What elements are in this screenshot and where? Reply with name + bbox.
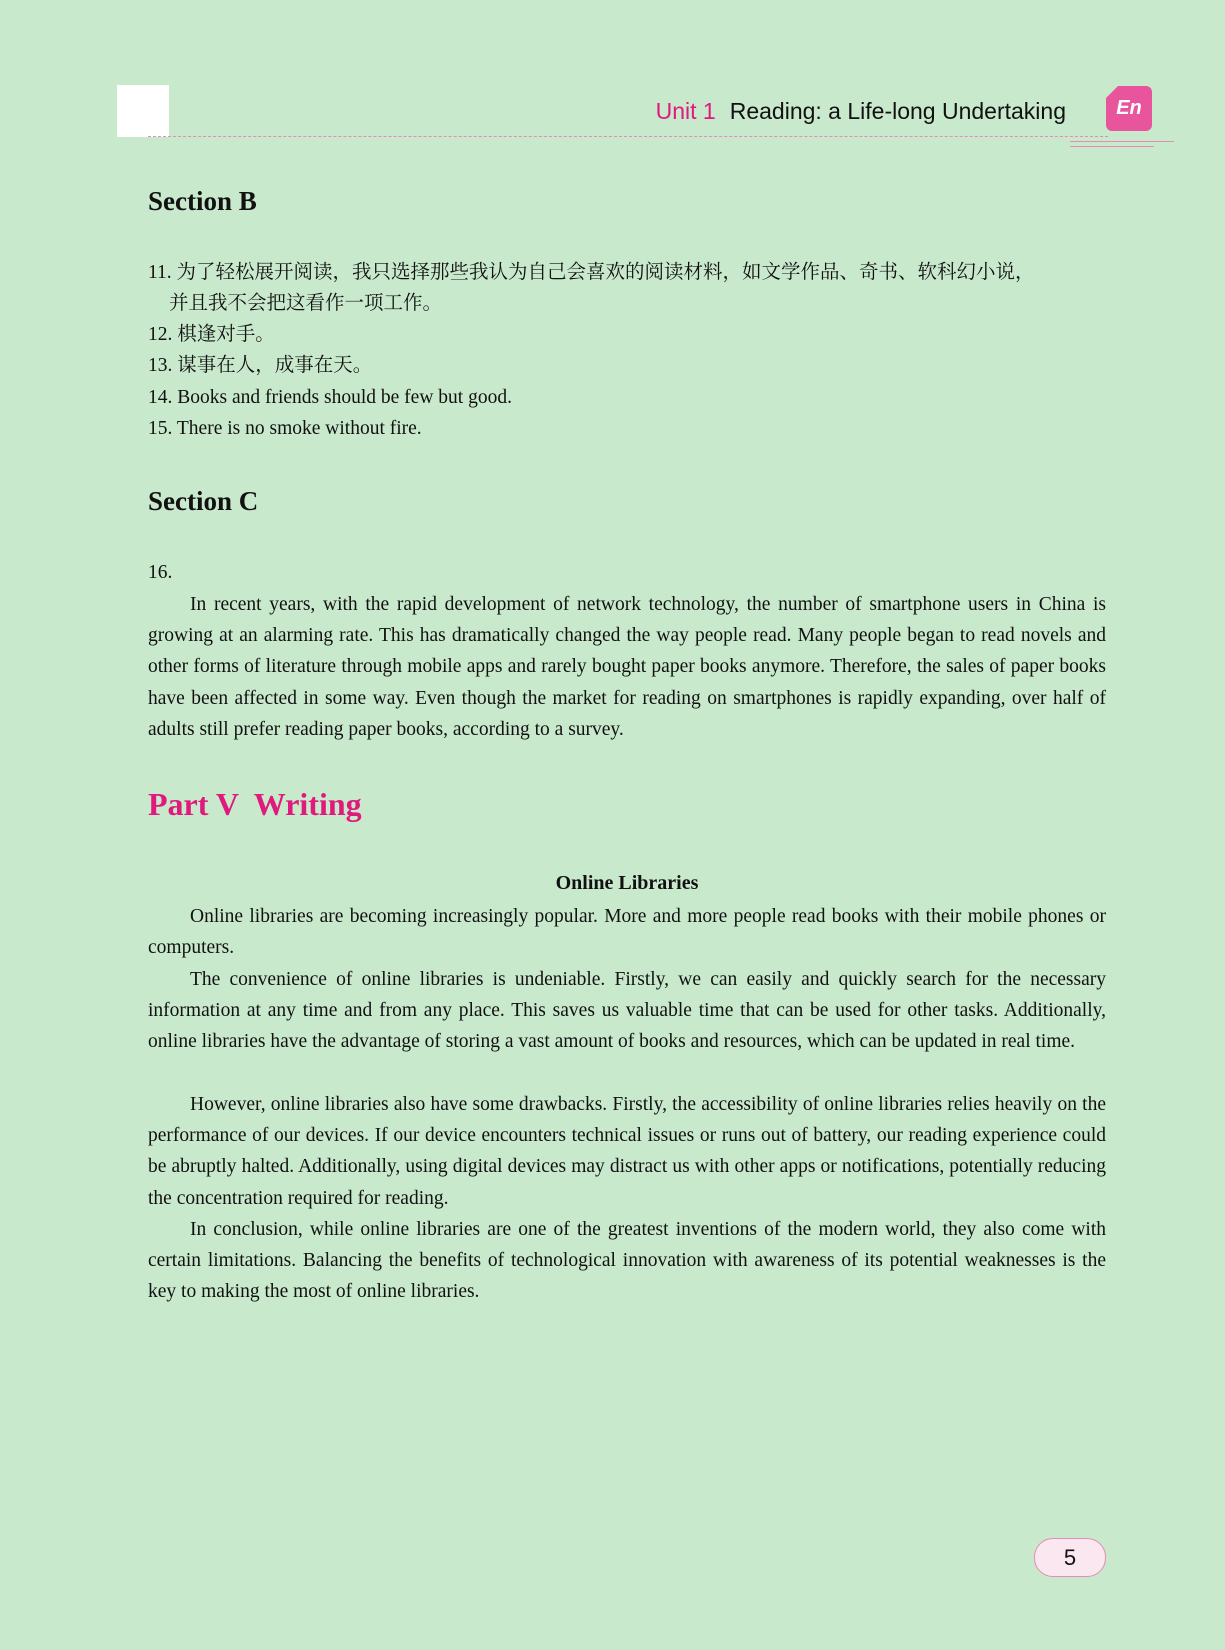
translation-paragraph: In recent years, with the rapid development of network technology, the number of smartphone users in China is growing at an alarming rate. This has dramatically changed the way people read. Many people began to read novels and other forms of literature through mobile apps and rarely bought paper books anymore. Therefore, the sales of paper books have been affected in some way. Even though the market for reading on smartphones is rapidly expanding, over half of adults still prefer reading paper books, according to a survey.	[148, 594, 1106, 740]
page-number-label: 5	[1063, 1544, 1077, 1570]
essay-title: Online Libraries	[555, 872, 699, 894]
essay-paragraph: In conclusion, while online libraries are one of the greatest inventions of the modern world, they also come with certain limitations. Balancing the benefits of technological innovation with awareness of its potential weaknesses is the key to making the most of online libraries.	[148, 1219, 1106, 1303]
header-divider	[148, 136, 1108, 137]
list-item: 11. 为了轻松展开阅读，我只选择那些我认为自己会喜欢的阅读材料，如文学作品、奇书、软科幻小说，	[148, 262, 1035, 283]
section-c-heading: Section C	[148, 486, 259, 516]
list-item: 15. There is no smoke without fire.	[148, 418, 422, 439]
essay-paragraph: The convenience of online libraries is undeniable. Firstly, we can easily and quickly search for the necessary information at any time and from any place. This saves us valuable time that can be used for other tasks. Additionally, online libraries have the advantage of storing a vast amount of books and resources, which can be updated in real time.	[148, 969, 1106, 1053]
section-b-heading: Section B	[148, 186, 257, 216]
question-number: 16.	[148, 562, 173, 583]
list-item-continuation: 并且我不会把这看作一项工作。	[169, 293, 443, 314]
header-accent-line	[1070, 146, 1154, 147]
unit-label: Unit 1	[655, 98, 716, 124]
header-accent-line	[1070, 141, 1174, 142]
en-badge-label: En	[1116, 97, 1142, 119]
page-header	[656, 98, 1066, 125]
essay-paragraph: However, online libraries also have some drawbacks. Firstly, the accessibility of online libraries relies heavily on the performance of our devices. If our device encounters technical issues or runs out of battery, our reading experience could be abruptly halted. Additionally, using digital devices may distract us with other apps or notifications, potentially reducing the concentration required for reading.	[148, 1094, 1106, 1209]
corner-marker	[117, 85, 169, 137]
list-item: 14. Books and friends should be few but good.	[148, 387, 512, 408]
essay-paragraph: Online libraries are becoming increasingly popular. More and more people read books with their mobile phones or computers.	[148, 906, 1106, 959]
part-v-title: Part V Writing	[148, 786, 362, 822]
unit-title: Reading: a Life-long Undertaking	[729, 98, 1066, 124]
page-number	[1034, 1538, 1106, 1577]
list-item: 12. 棋逢对手。	[148, 324, 275, 345]
en-badge-icon	[1106, 86, 1152, 131]
list-item: 13. 谋事在人，成事在天。	[148, 355, 373, 376]
